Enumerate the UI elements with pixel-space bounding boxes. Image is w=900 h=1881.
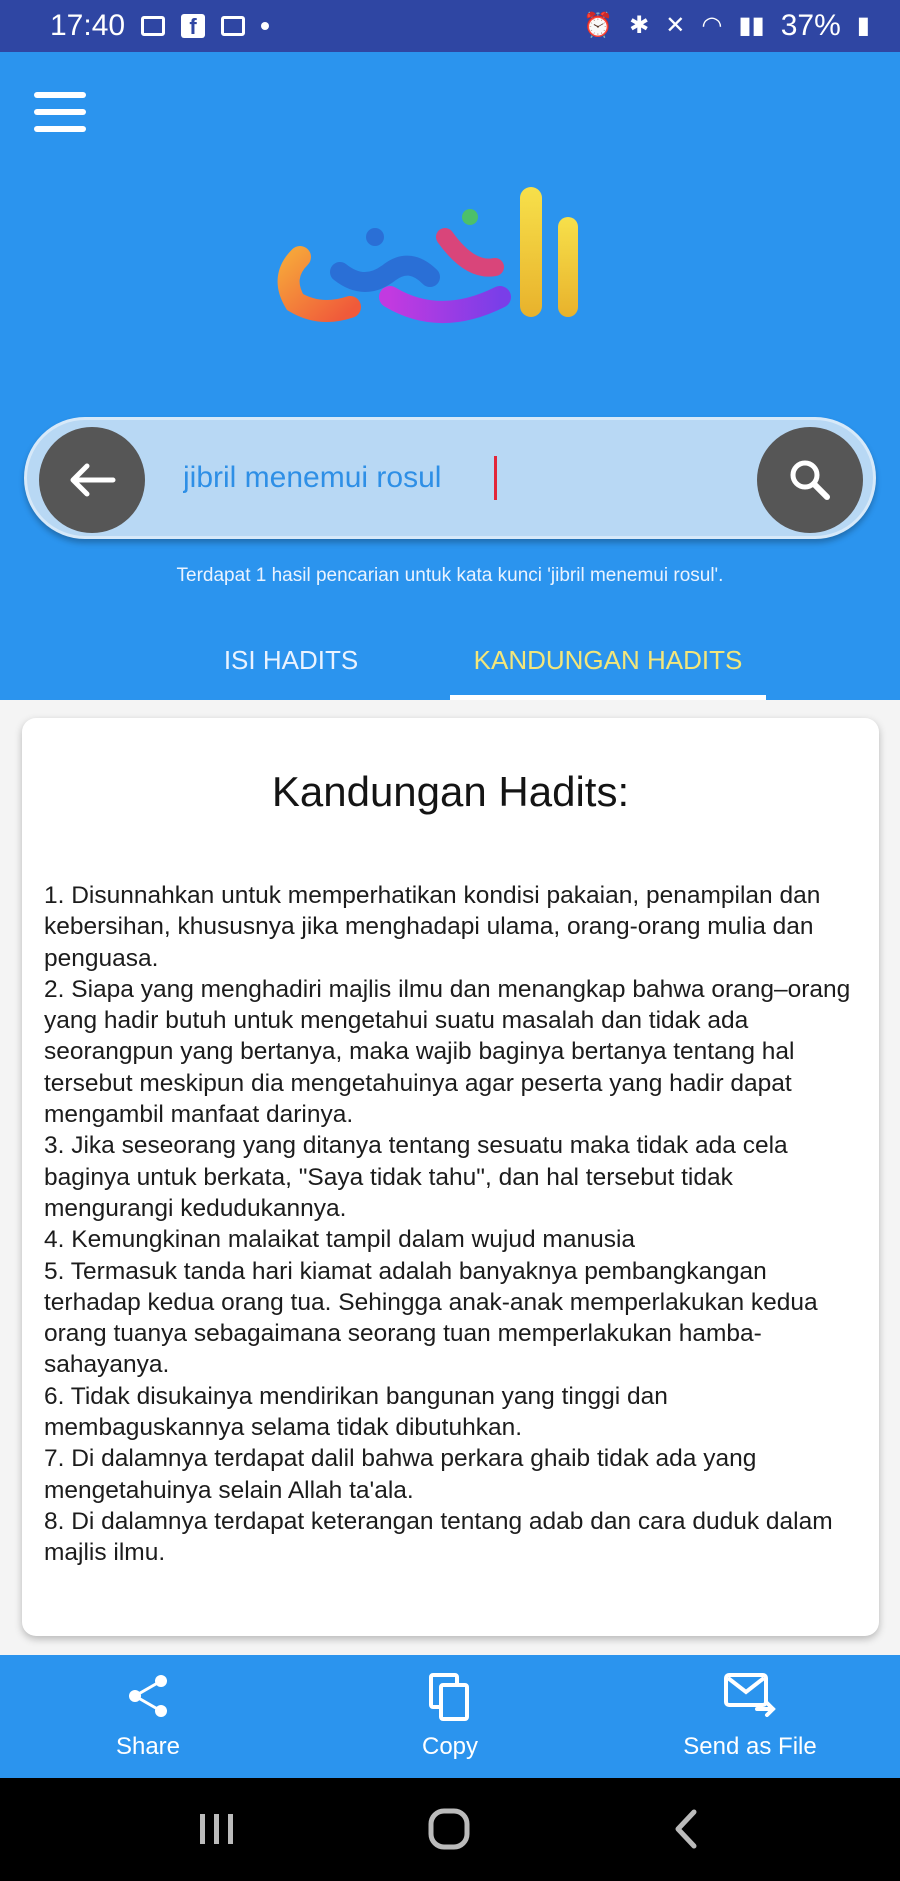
- system-nav-bar: [0, 1778, 900, 1881]
- list-item: 5. Termasuk tanda hari kiamat adalah banyaknya pembangkangan terhadap kedua orang tua. Sehingga anak-anak memperlakukan kedua orang tuanya sebagaimana seorang tuan memperlakukan hamba-sahayanya.: [44, 1257, 818, 1379]
- alarm-icon: ⏰: [583, 12, 614, 39]
- mail-icon: [221, 16, 245, 36]
- status-left: [50, 9, 269, 43]
- tab-bar: [0, 618, 900, 700]
- dot-icon: [261, 22, 269, 30]
- content-card: [22, 718, 879, 1636]
- list-item: 8. Di dalamnya terdapat keterangan tentang adab dan cara duduk dalam majlis ilmu.: [44, 1507, 833, 1567]
- search-back-button[interactable]: [39, 427, 145, 533]
- home-icon: [395, 1778, 505, 1881]
- tab-isi-hadits[interactable]: ISI HADITS: [223, 645, 359, 675]
- content-area: [0, 700, 900, 1655]
- facebook-icon: f: [181, 14, 205, 38]
- back-icon: [630, 1778, 740, 1881]
- action-bar: [0, 1655, 900, 1778]
- status-time: 17:40: [50, 9, 126, 42]
- list-item: 6. Tidak disukainya mendirikan bangunan yang tinggi dan membaguskannya selama tidak dibutuhkan.: [44, 1382, 668, 1442]
- app-header: [0, 52, 900, 700]
- wifi-icon: ◠: [701, 12, 723, 39]
- send-as-file-button[interactable]: [640, 1655, 860, 1778]
- recent-apps-button[interactable]: [162, 1778, 272, 1881]
- hamburger-menu-icon[interactable]: [34, 92, 86, 132]
- status-bar: [0, 0, 900, 52]
- bluetooth-icon: ✱: [629, 12, 650, 39]
- content-title: Kandungan Hadits:: [271, 768, 630, 815]
- battery-level: 37%: [780, 9, 841, 42]
- home-button[interactable]: [395, 1778, 505, 1881]
- list-item: 3. Jika seseorang yang ditanya tentang sesuatu maka tidak ada cela baginya untuk berkata, "Saya tidak tahu", dan hal tersebut tidak mengurangi kedudukannya.: [44, 1132, 788, 1222]
- signal-icon: ▮▮: [738, 12, 765, 39]
- copy-button[interactable]: [340, 1655, 560, 1778]
- search-input[interactable]: [183, 450, 733, 506]
- list-item: 1. Disunnahkan untuk memperhatikan kondisi pakaian, penampilan dan kebersihan, khususnya jika menghadapi ulama, orang-orang mulia dan penguasa.: [44, 882, 821, 972]
- arrow-left-icon: [67, 460, 117, 500]
- back-button[interactable]: [630, 1778, 740, 1881]
- image-icon: [141, 16, 165, 36]
- list-item: 4. Kemungkinan malaikat tampil dalam wujud manusia: [44, 1226, 636, 1254]
- recent-apps-icon: [162, 1778, 272, 1881]
- search-button[interactable]: [757, 427, 863, 533]
- content-body: [44, 880, 866, 1569]
- list-item: 2. Siapa yang menghadiri majlis ilmu dan menangkap bahwa orang–orang yang hadir butuh untuk mengetahui suatu masalah dan tidak ada seorangpun yang bertanya, maka wajib baginya bertanya tentang hal tersebut meskipun dia mengetahuinya agar peserta yang hadir dapat mengambil manfaat darinya.: [44, 975, 851, 1129]
- send-as-file-label: Send as File: [683, 1733, 817, 1760]
- list-item: 7. Di dalamnya terdapat dalil bahwa perkara ghaib tidak ada yang mengetahuinya selain Allah ta'ala.: [44, 1445, 757, 1504]
- search-bar: [24, 417, 876, 539]
- tab-kandungan-hadits[interactable]: KANDUNGAN HADITS: [473, 645, 743, 675]
- status-right: [583, 9, 870, 43]
- share-button[interactable]: [38, 1655, 258, 1778]
- magnifier-icon: [787, 457, 833, 503]
- share-label: Share: [115, 1733, 181, 1760]
- share-icon: [123, 1671, 173, 1721]
- mail-send-icon: [723, 1671, 777, 1717]
- arbain-logo: [270, 177, 630, 357]
- battery-icon: ▮: [856, 12, 870, 39]
- text-caret: [494, 456, 497, 500]
- search-result-note: Terdapat 1 hasil pencarian untuk kata kunci 'jibril menemui rosul'.: [176, 565, 724, 586]
- copy-icon: [425, 1671, 475, 1725]
- copy-label: Copy: [421, 1733, 479, 1760]
- mute-icon: ✕: [665, 12, 686, 39]
